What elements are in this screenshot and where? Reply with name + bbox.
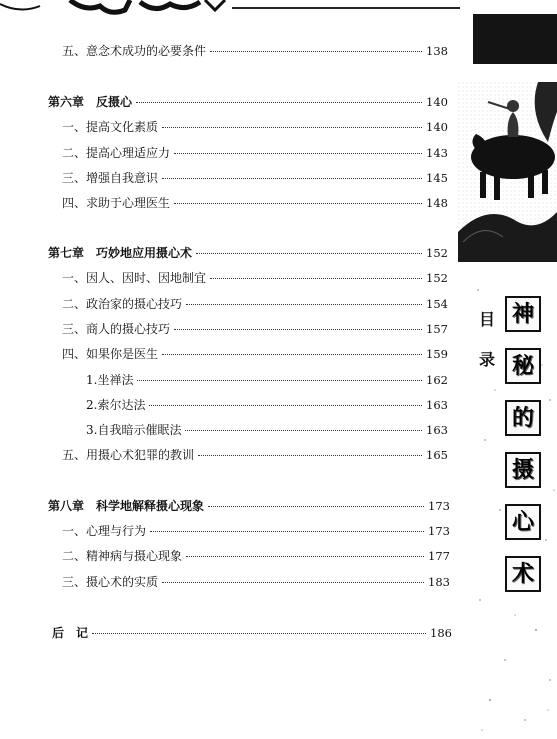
dot-leader	[92, 633, 426, 634]
dot-leader	[185, 430, 422, 431]
dot-leader	[162, 582, 424, 583]
toc-subentry[interactable]	[86, 422, 448, 438]
toc-entry-page: 148	[426, 196, 448, 210]
toc-subentry[interactable]	[86, 372, 448, 388]
toc-entry-page: 152	[426, 246, 448, 260]
toc-entry-page: 173	[428, 499, 450, 513]
dot-leader	[196, 253, 422, 254]
dot-leader	[210, 278, 422, 279]
toc-entry-title: 四、如果你是医生	[62, 347, 159, 361]
toc-entry-title: 一、心理与行为	[62, 524, 147, 538]
toc-entry[interactable]	[62, 548, 450, 564]
toc-entry-page: 154	[426, 297, 448, 311]
toc-entry-title: 二、提高心理适应力	[62, 146, 171, 160]
toc-chapter[interactable]	[48, 94, 448, 110]
book-title-char: 秘	[505, 348, 541, 384]
toc-chapter[interactable]	[48, 498, 450, 514]
toc-entry-page: 152	[426, 271, 448, 285]
toc-entry[interactable]	[62, 195, 448, 211]
toc-entry-title: 3.自我暗示催眠法	[86, 423, 182, 437]
toc-entry[interactable]	[62, 145, 448, 161]
dot-leader	[208, 506, 424, 507]
toc-entry-title: 二、政治家的摄心技巧	[62, 297, 183, 311]
book-title-vertical	[503, 296, 543, 608]
toc-entry[interactable]	[62, 523, 450, 539]
toc-entry[interactable]	[62, 574, 450, 590]
illustration-rider-on-buffalo	[458, 82, 557, 262]
dot-leader	[186, 304, 422, 305]
toc-entry-title: 一、提高文化素质	[62, 120, 159, 134]
toc-entry-page: 143	[426, 146, 448, 160]
dot-leader	[210, 51, 422, 52]
dot-leader	[174, 203, 422, 204]
toc-entry-page: 138	[426, 44, 448, 58]
dot-leader	[137, 380, 422, 381]
book-title-char: 神	[505, 296, 541, 332]
dot-leader	[150, 531, 424, 532]
dot-leader	[198, 455, 422, 456]
mulu-char: 录	[478, 350, 495, 369]
book-title-char: 摄	[505, 452, 541, 488]
toc-entry-page: 186	[430, 626, 452, 640]
toc-entry-page: 162	[426, 373, 448, 387]
book-title-char: 心	[505, 504, 541, 540]
toc-entry-title: 五、用摄心术犯罪的教训	[62, 448, 195, 462]
toc-entry-title: 后 记	[52, 626, 89, 640]
toc-entry[interactable]	[62, 447, 448, 463]
toc-entry-title: 三、增强自我意识	[62, 171, 159, 185]
toc-entry-page: 163	[426, 398, 448, 412]
toc-entry[interactable]	[62, 321, 448, 337]
toc-entry-title: 第八章 科学地解释摄心现象	[48, 499, 205, 513]
toc-entry-title: 第六章 反摄心	[48, 95, 133, 109]
toc-entry-title: 一、因人、因时、因地制宜	[62, 271, 207, 285]
toc-entry-page: 163	[426, 423, 448, 437]
dot-leader	[162, 178, 422, 179]
dot-leader	[136, 102, 422, 103]
toc-entry-page: 159	[426, 347, 448, 361]
toc-entry-title: 四、求助于心理医生	[62, 196, 171, 210]
contents-vertical-label	[475, 300, 499, 380]
toc-entry-page: 157	[426, 322, 448, 336]
dot-leader	[162, 127, 422, 128]
toc-entry-page: 183	[428, 575, 450, 589]
toc-entry-title: 2.索尔达法	[86, 398, 146, 412]
toc-entry-title: 二、精神病与摄心现象	[62, 549, 183, 563]
toc-entry[interactable]	[62, 346, 448, 362]
toc-entry-title: 1.坐禅法	[86, 373, 134, 387]
toc-entry-page: 173	[428, 524, 450, 538]
toc-entry[interactable]	[62, 43, 448, 59]
book-title-char: 术	[505, 556, 541, 592]
dot-leader	[186, 556, 424, 557]
toc-entry-page: 177	[428, 549, 450, 563]
toc-entry[interactable]	[62, 270, 448, 286]
dot-leader	[149, 405, 422, 406]
toc-entry-title: 三、摄心术的实质	[62, 575, 159, 589]
toc-entry[interactable]	[62, 119, 448, 135]
toc-afterword[interactable]	[52, 625, 452, 641]
toc-chapter[interactable]	[48, 245, 448, 261]
chapter-tab-block	[473, 14, 557, 64]
toc-entry-title: 第七章 巧妙地应用摄心术	[48, 246, 193, 260]
dot-leader	[174, 153, 422, 154]
toc-entry[interactable]	[62, 296, 448, 312]
toc-entry-page: 140	[426, 120, 448, 134]
toc-entry-title: 五、意念术成功的必要条件	[62, 44, 207, 58]
toc-subentry[interactable]	[86, 397, 448, 413]
toc-entry-page: 145	[426, 171, 448, 185]
toc-entry-page: 165	[426, 448, 448, 462]
dot-leader	[174, 329, 422, 330]
toc-entry[interactable]	[62, 170, 448, 186]
mulu-char: 目	[478, 310, 495, 329]
toc-entry-page: 140	[426, 95, 448, 109]
book-title-char: 的	[505, 400, 541, 436]
dot-leader	[162, 354, 422, 355]
toc-entry-title: 三、商人的摄心技巧	[62, 322, 171, 336]
